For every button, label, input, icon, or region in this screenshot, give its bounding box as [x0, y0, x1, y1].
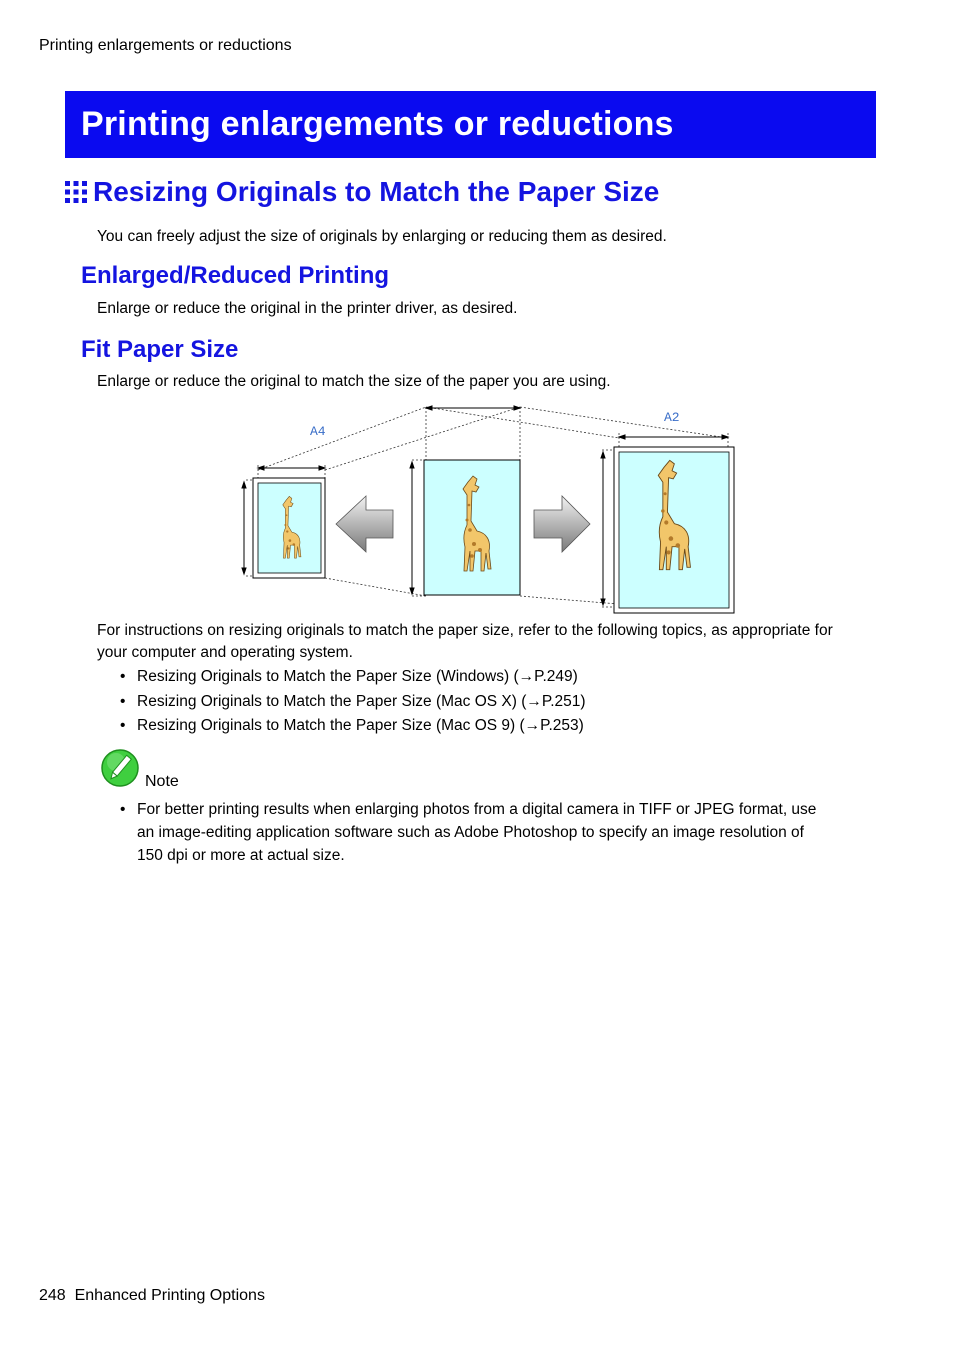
page-footer — [39, 1287, 265, 1305]
page-number: 248 — [39, 1287, 66, 1304]
instructions-text — [97, 620, 877, 664]
footer-section-name: Enhanced Printing Options — [74, 1287, 265, 1304]
page-title: Printing enlargements or reductions — [81, 105, 674, 143]
pencil-note-icon — [100, 748, 142, 788]
note-item — [120, 798, 860, 867]
note-list — [120, 798, 860, 867]
grid-icon — [65, 181, 87, 203]
a2-label: A2 — [664, 410, 680, 425]
section-intro: You can freely adjust the size of originals by enlarging or reducing them as desired. — [97, 228, 667, 245]
enlarge-arrow-icon — [534, 496, 590, 552]
subsection-text-enlarged: Enlarge or reduce the original in the printer driver, as desired. — [97, 300, 518, 317]
a4-label: A4 — [310, 424, 326, 439]
page-title-bar — [65, 91, 876, 158]
subsection-text-fit: Enlarge or reduce the original to match the size of the paper you are using. — [97, 373, 611, 390]
section-heading — [65, 176, 659, 208]
note-label: Note — [145, 773, 179, 790]
subsection-heading-enlarged: Enlarged/Reduced Printing — [81, 262, 390, 289]
running-header: Printing enlargements or reductions — [39, 37, 292, 54]
note-line-1: • For better printing results when enlarging photos from a digital camera in TIFF or JPEG format, use — [137, 801, 817, 818]
note-line-3: 150 dpi or more at actual size. — [137, 847, 345, 864]
topic-link-windows[interactable]: • Resizing Originals to Match the Paper Size (Windows) (→P.249) — [120, 665, 586, 690]
subsection-heading-fit: Fit Paper Size — [81, 336, 239, 363]
instructions-line-1: For instructions on resizing originals to match the paper size, refer to the following topics, as appropriate for — [97, 622, 833, 639]
section-heading-text: Resizing Originals to Match the Paper Size — [93, 176, 660, 207]
reduce-arrow-icon — [336, 496, 393, 552]
topic-link-mac-os-x[interactable]: • Resizing Originals to Match the Paper Size (Mac OS X) (→P.251) — [120, 690, 586, 715]
fit-paper-size-figure — [236, 400, 741, 620]
topic-link-mac-os-9[interactable]: • Resizing Originals to Match the Paper Size (Mac OS 9) (→P.253) — [120, 714, 586, 739]
note-line-2: an image-editing application software such as Adobe Photoshop to specify an image resolution of — [137, 824, 804, 841]
topic-links-list — [120, 665, 586, 739]
instructions-line-2: your computer and operating system. — [97, 644, 353, 661]
